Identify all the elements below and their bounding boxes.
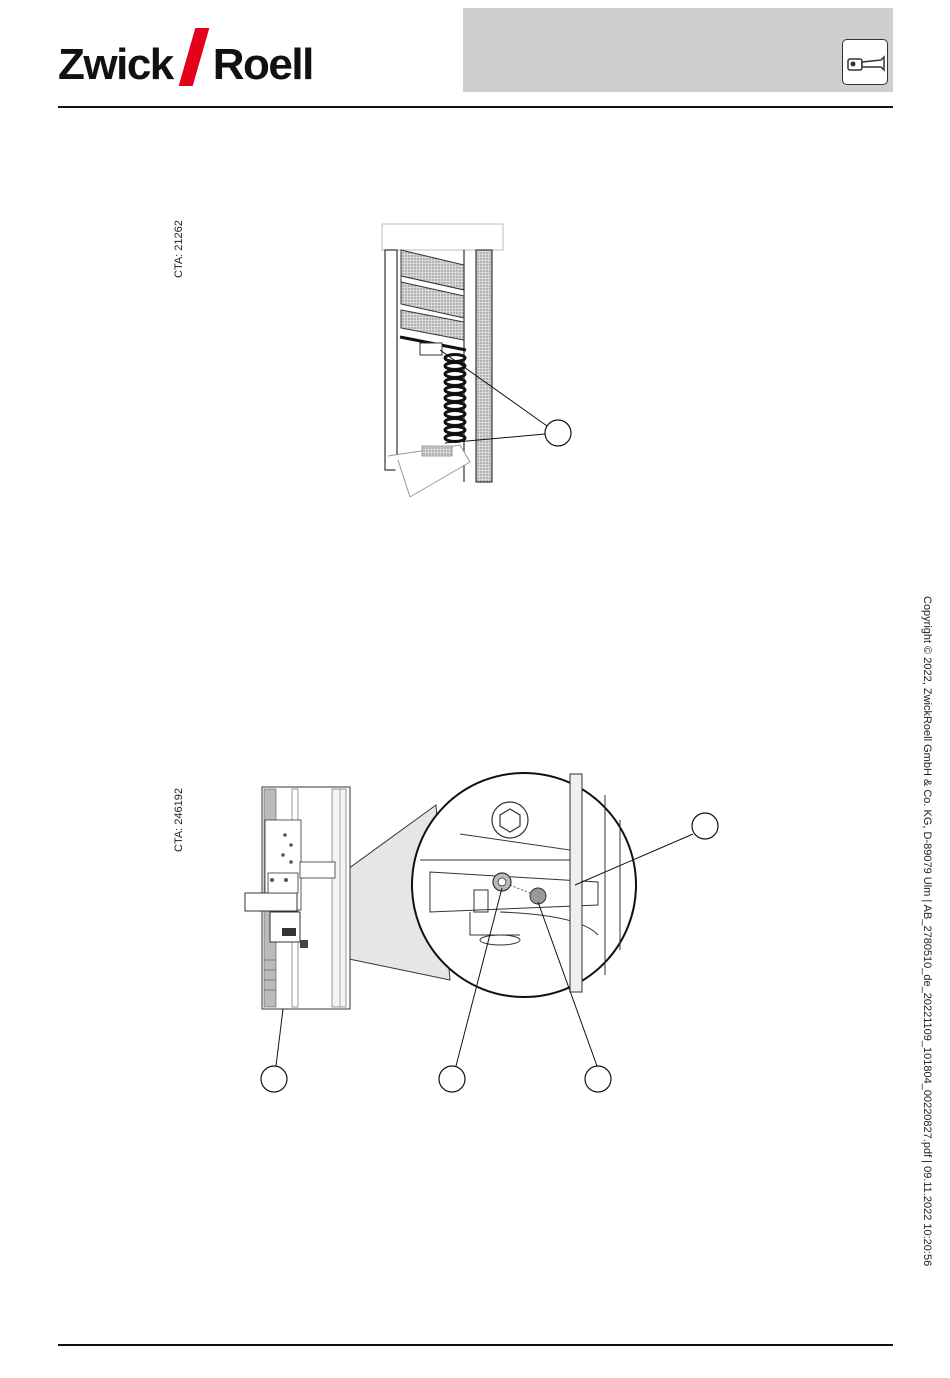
- figure-2-callout-circle-middle: [439, 1066, 465, 1092]
- figure-2-zoom-circle: [412, 773, 636, 997]
- logo-text-zwick: Zwick: [58, 40, 173, 89]
- figure-2-callout-circle-bottom-right: [585, 1066, 611, 1092]
- figure-2-cta-label: CTA: 246192: [173, 787, 185, 852]
- figure-2-callout-circle-left: [261, 1066, 287, 1092]
- copyright-notice: Copyright © 2022, ZwickRoell GmbH & Co. KG, D-89079 Ulm | AB_2780510_de_20221109_101804_00220827.pdf | 09.11.2022 10:20:56: [921, 596, 933, 1267]
- logo-text-roell: Roell: [212, 40, 313, 89]
- figure-2-callout-circle-right: [692, 813, 718, 839]
- figure-1-cta-label: CTA: 21262: [173, 220, 185, 278]
- footer-rule: [58, 1344, 893, 1346]
